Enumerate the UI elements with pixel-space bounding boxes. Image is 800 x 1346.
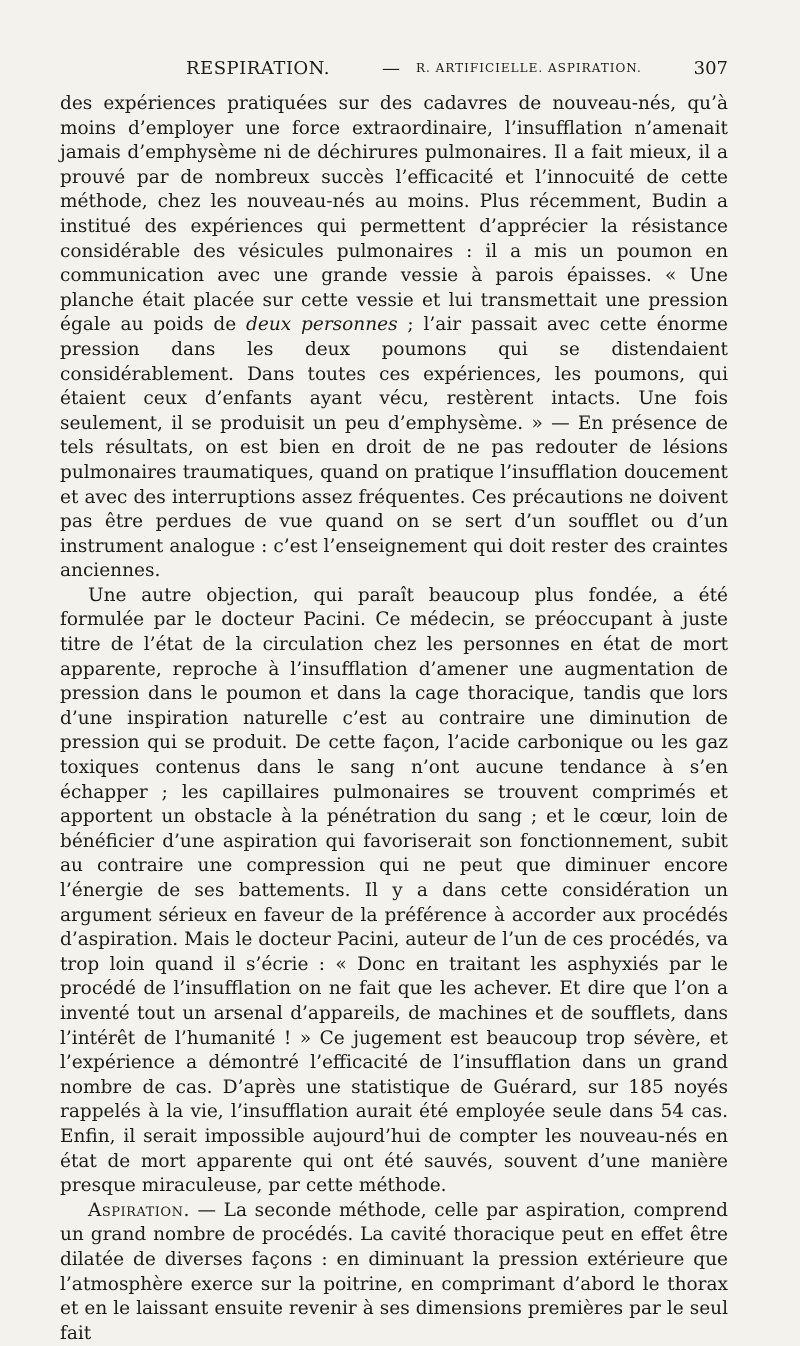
text-run: des expériences pratiquées sur des cadavres de nouveau-nés, qu’à moins d’employer une force extraordinaire, l’insufflation n’amenait jamais d’emphysème ni de déchirures pulmonaires. Il a fait mieux, il a prouvé par de nombreux succès l’efficacité et l’innocuité de cette méthode, chez les nouveau-nés au moins. Plus récemment, Budin a institué des expériences qui permettent d’apprécier la résistance considérable des vésicules pulmonaires : il a mis un poumon en communication avec une grande vessie à parois épaisses. « Une planche était placée sur cette vessie et lui transmettait une pression égale au poids de	[60, 93, 728, 336]
paragraph-2	[60, 584, 728, 1199]
running-header	[60, 58, 728, 88]
paragraph-1	[60, 92, 728, 584]
italic-run: deux personnes	[246, 314, 398, 336]
text-run: Une autre objection, qui paraît beaucoup plus fondée, a été formulée par le docteur Pacini. Ce médecin, se préoccupant à juste titre de l’état de la circulation chez les personnes en état de mort apparente, reproche à l’insufflation d’amener une augmentation de pression dans le poumon et dans la cage thoracique, tandis que lors d’une inspiration naturelle c’est au contraire une diminution de pression qui se produit. De cette façon, l’acide carbonique ou les gaz toxiques contenus dans le sang n’ont aucune tendance à s’en échapper ; les capillaires pulmonaires se trouvent comprimés et apportent un obstacle à la pénétration du sang ; et le cœur, loin de bénéficier d’une aspiration qui favoriserait son fonctionnement, subit au contraire une compression qui ne peut que diminuer encore l’énergie de ses battements. Il y a dans cette considération un argument sérieux en faveur de la préférence à accorder aux procédés d’aspiration. Mais le docteur Pacini, auteur de l’un de ces procédés, va trop loin quand il s’écrie : « Donc en traitant les asphyxiés par le procédé de l’insufflation on ne fait que les achever. Et dire que l’on a inventé tout un arsenal d’appareils, de machines et de soufflets, dans l’intérêt de l’humanité ! » Ce jugement est beaucoup trop sévère, et l’expérience a démontré l’efficacité de l’insufflation dans un grand nombre de cas. D’après une statistique de Guérard, sur 185 noyés rappelés à la vie, l’insufflation aurait été employée seule dans 54 cas. Enfin, il serait impossible aujourd’hui de compter les nouveau-nés en état de mort apparente qui ont été sauvés, souvent d’une manière presque miraculeuse, par cette méthode.	[60, 584, 728, 1197]
header-dash: —	[382, 58, 400, 79]
text-run: — La seconde méthode, celle par aspiration, comprend un grand nombre de procédés. La cavité thoracique peut en effet être dilatée de diverses façons : en diminuant la pression extérieure que l’atmosphère exerce sur la poitrine, en comprimant d’abord le thorax et en le laissant ensuite revenir à ses dimensions premières par le seul fait	[60, 1199, 728, 1344]
body-text	[60, 92, 728, 1346]
section-heading: Aspiration.	[88, 1199, 190, 1221]
text-run: ; l’air passait avec cette énorme pression dans les deux poumons qui se distendaient considérablement. Dans toutes ces expériences, les poumons, qui étaient ceux d’enfants ayant vécu, restèrent intacts. Une fois seulement, il se produisit un peu d’emphysème. » — En présence de tels résultats, on est bien en droit de ne pas redouter de lésions pulmonaires traumatiques, quand on pratique l’insufflation doucement et avec des interruptions assez fréquentes. Ces précautions ne doivent pas être perdues de vue quand on se sert d’un soufflet ou d’un instrument analogue : c’est l’enseignement qui doit rester des craintes anciennes.	[60, 314, 728, 582]
header-title: RESPIRATION.	[186, 58, 331, 79]
paragraph-3	[60, 1199, 728, 1346]
header-subtitle: R. ARTIFICIELLE. ASPIRATION.	[416, 61, 642, 75]
page-number: 307	[693, 58, 728, 79]
